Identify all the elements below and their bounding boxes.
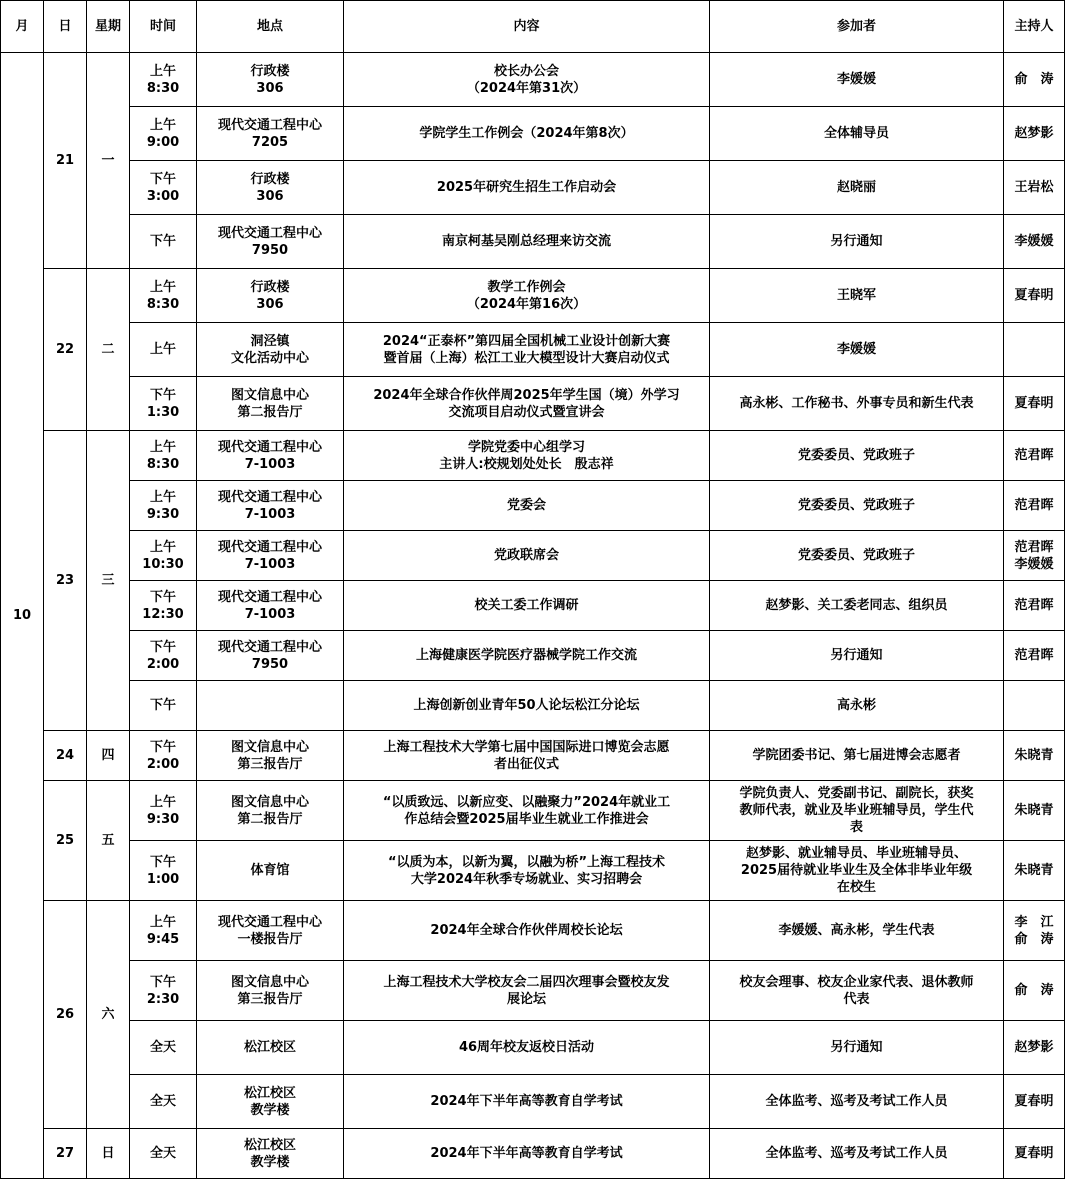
participants-cell: 学院负责人、党委副书记、副院长，获奖 教师代表，就业及毕业班辅导员，学生代 表 [710, 781, 1004, 841]
host-cell: 王岩松 [1004, 161, 1065, 215]
time-cell: 下午 2:30 [130, 961, 197, 1021]
content-cell: 校长办公会 （2024年第31次） [344, 53, 710, 107]
day-header: 日 [44, 1, 87, 53]
day-cell: 24 [44, 731, 87, 781]
schedule-row [1, 481, 1065, 531]
day-cell: 22 [44, 269, 87, 431]
schedule-row [1, 215, 1065, 269]
participants-cell: 校友会理事、校友企业家代表、退休教师 代表 [710, 961, 1004, 1021]
time-cell: 下午 1:30 [130, 377, 197, 431]
host-cell: 范君晖 [1004, 631, 1065, 681]
host-cell: 夏春明 [1004, 377, 1065, 431]
location-cell: 现代交通工程中心 7950 [197, 215, 344, 269]
participants-cell: 赵晓丽 [710, 161, 1004, 215]
schedule-row [1, 581, 1065, 631]
content-cell: 学院学生工作例会（2024年第8次） [344, 107, 710, 161]
schedule-row [1, 53, 1065, 107]
participants-cell: 党委委员、党政班子 [710, 431, 1004, 481]
location-cell: 行政楼 306 [197, 53, 344, 107]
participants-cell: 赵梦影、就业辅导员、毕业班辅导员、 2025届待就业毕业生及全体非毕业年级 在校生 [710, 841, 1004, 901]
content-cell: 2025年研究生招生工作启动会 [344, 161, 710, 215]
location-cell: 松江校区 教学楼 [197, 1129, 344, 1179]
time-cell: 全天 [130, 1075, 197, 1129]
weekday-cell: 三 [87, 431, 130, 731]
participants-cell: 全体监考、巡考及考试工作人员 [710, 1129, 1004, 1179]
content-cell: 2024年全球合作伙伴周校长论坛 [344, 901, 710, 961]
participants-cell: 高永彬 [710, 681, 1004, 731]
weekday-cell: 五 [87, 781, 130, 901]
content-cell: 2024“正泰杯”第四届全国机械工业设计创新大赛 暨首届（上海）松江工业大模型设计大赛启动仪式 [344, 323, 710, 377]
location-cell: 图文信息中心 第三报告厅 [197, 731, 344, 781]
participants-cell: 另行通知 [710, 631, 1004, 681]
location-cell: 行政楼 306 [197, 161, 344, 215]
schedule-body [1, 53, 1065, 1179]
content-cell: 46周年校友返校日活动 [344, 1021, 710, 1075]
participants-cell: 李媛媛、高永彬，学生代表 [710, 901, 1004, 961]
time-cell: 上午 9:30 [130, 481, 197, 531]
host-cell: 夏春明 [1004, 1075, 1065, 1129]
schedule-row [1, 901, 1065, 961]
location-header: 地点 [197, 1, 344, 53]
weekday-cell: 二 [87, 269, 130, 431]
location-cell: 行政楼 306 [197, 269, 344, 323]
location-cell: 洞泾镇 文化活动中心 [197, 323, 344, 377]
host-cell: 范君晖 [1004, 481, 1065, 531]
location-cell: 图文信息中心 第二报告厅 [197, 781, 344, 841]
host-cell: 俞 涛 [1004, 961, 1065, 1021]
weekday-cell: 日 [87, 1129, 130, 1179]
schedule-row [1, 107, 1065, 161]
host-header: 主持人 [1004, 1, 1065, 53]
content-cell: 上海健康医学院医疗器械学院工作交流 [344, 631, 710, 681]
time-cell: 全天 [130, 1021, 197, 1075]
content-cell: 教学工作例会 （2024年第16次） [344, 269, 710, 323]
time-cell: 上午 9:00 [130, 107, 197, 161]
time-cell: 上午 9:45 [130, 901, 197, 961]
month-cell: 10 [1, 53, 44, 1179]
content-cell: 2024年全球合作伙伴周2025年学生国（境）外学习 交流项目启动仪式暨宣讲会 [344, 377, 710, 431]
location-cell: 现代交通工程中心 一楼报告厅 [197, 901, 344, 961]
time-cell: 下午 3:00 [130, 161, 197, 215]
content-cell: “以质致远、以新应变、以融聚力”2024年就业工 作总结会暨2025届毕业生就业工作推进会 [344, 781, 710, 841]
participants-cell: 全体监考、巡考及考试工作人员 [710, 1075, 1004, 1129]
content-cell: 上海工程技术大学校友会二届四次理事会暨校友发 展论坛 [344, 961, 710, 1021]
participants-cell: 王晓军 [710, 269, 1004, 323]
content-cell: 党委会 [344, 481, 710, 531]
participants-cell: 高永彬、工作秘书、外事专员和新生代表 [710, 377, 1004, 431]
time-cell: 下午 12:30 [130, 581, 197, 631]
location-cell: 松江校区 教学楼 [197, 1075, 344, 1129]
time-cell: 全天 [130, 1129, 197, 1179]
schedule-row [1, 841, 1065, 901]
time-cell: 下午 2:00 [130, 731, 197, 781]
schedule-row [1, 1075, 1065, 1129]
location-cell: 图文信息中心 第二报告厅 [197, 377, 344, 431]
header-row [1, 1, 1065, 53]
content-header: 内容 [344, 1, 710, 53]
host-cell [1004, 323, 1065, 377]
host-cell: 朱晓青 [1004, 731, 1065, 781]
content-cell: 校关工委工作调研 [344, 581, 710, 631]
schedule-row [1, 961, 1065, 1021]
weekday-cell: 四 [87, 731, 130, 781]
participants-cell: 赵梦影、关工委老同志、组织员 [710, 581, 1004, 631]
host-cell [1004, 681, 1065, 731]
participants-cell: 另行通知 [710, 215, 1004, 269]
time-cell: 下午 [130, 215, 197, 269]
participants-cell: 李媛媛 [710, 323, 1004, 377]
day-cell: 26 [44, 901, 87, 1129]
schedule-row [1, 377, 1065, 431]
content-cell: 上海创新创业青年50人论坛松江分论坛 [344, 681, 710, 731]
day-cell: 25 [44, 781, 87, 901]
day-cell: 21 [44, 53, 87, 269]
participants-header: 参加者 [710, 1, 1004, 53]
location-cell [197, 681, 344, 731]
time-cell: 下午 2:00 [130, 631, 197, 681]
host-cell: 范君晖 李媛媛 [1004, 531, 1065, 581]
location-cell: 现代交通工程中心 7-1003 [197, 481, 344, 531]
day-cell: 23 [44, 431, 87, 731]
location-cell: 体育馆 [197, 841, 344, 901]
location-cell: 现代交通工程中心 7-1003 [197, 431, 344, 481]
participants-cell: 党委委员、党政班子 [710, 481, 1004, 531]
host-cell: 俞 涛 [1004, 53, 1065, 107]
content-cell: 南京柯基吴刚总经理来访交流 [344, 215, 710, 269]
schedule-row [1, 781, 1065, 841]
time-cell: 上午 10:30 [130, 531, 197, 581]
content-cell: 2024年下半年高等教育自学考试 [344, 1075, 710, 1129]
host-cell: 夏春明 [1004, 269, 1065, 323]
time-cell: 上午 8:30 [130, 269, 197, 323]
schedule-row [1, 161, 1065, 215]
participants-cell: 学院团委书记、第七届进博会志愿者 [710, 731, 1004, 781]
day-cell: 27 [44, 1129, 87, 1179]
location-cell: 现代交通工程中心 7-1003 [197, 531, 344, 581]
month-header: 月 [1, 1, 44, 53]
time-cell: 上午 9:30 [130, 781, 197, 841]
weekday-cell: 一 [87, 53, 130, 269]
schedule-row [1, 269, 1065, 323]
time-cell: 下午 1:00 [130, 841, 197, 901]
content-cell: 上海工程技术大学第七届中国国际进口博览会志愿 者出征仪式 [344, 731, 710, 781]
time-cell: 上午 8:30 [130, 53, 197, 107]
host-cell: 李 江 俞 涛 [1004, 901, 1065, 961]
schedule-row [1, 681, 1065, 731]
host-cell: 朱晓青 [1004, 841, 1065, 901]
host-cell: 夏春明 [1004, 1129, 1065, 1179]
time-cell: 上午 [130, 323, 197, 377]
participants-cell: 李媛媛 [710, 53, 1004, 107]
location-cell: 松江校区 [197, 1021, 344, 1075]
schedule-row [1, 731, 1065, 781]
host-cell: 范君晖 [1004, 431, 1065, 481]
location-cell: 现代交通工程中心 7-1003 [197, 581, 344, 631]
schedule-row [1, 531, 1065, 581]
schedule-row [1, 1129, 1065, 1179]
schedule-row [1, 323, 1065, 377]
location-cell: 图文信息中心 第三报告厅 [197, 961, 344, 1021]
host-cell: 朱晓青 [1004, 781, 1065, 841]
participants-cell: 另行通知 [710, 1021, 1004, 1075]
content-cell: 学院党委中心组学习 主讲人:校规划处处长 殷志祥 [344, 431, 710, 481]
time-cell: 下午 [130, 681, 197, 731]
location-cell: 现代交通工程中心 7950 [197, 631, 344, 681]
location-cell: 现代交通工程中心 7205 [197, 107, 344, 161]
content-cell: 2024年下半年高等教育自学考试 [344, 1129, 710, 1179]
host-cell: 赵梦影 [1004, 1021, 1065, 1075]
time-header: 时间 [130, 1, 197, 53]
schedule-row [1, 431, 1065, 481]
participants-cell: 全体辅导员 [710, 107, 1004, 161]
weekday-cell: 六 [87, 901, 130, 1129]
host-cell: 李媛媛 [1004, 215, 1065, 269]
weekday-header: 星期 [87, 1, 130, 53]
time-cell: 上午 8:30 [130, 431, 197, 481]
content-cell: 党政联席会 [344, 531, 710, 581]
participants-cell: 党委委员、党政班子 [710, 531, 1004, 581]
content-cell: “以质为本，以新为翼，以融为桥”上海工程技术 大学2024年秋季专场就业、实习招聘会 [344, 841, 710, 901]
host-cell: 赵梦影 [1004, 107, 1065, 161]
schedule-row [1, 1021, 1065, 1075]
schedule-row [1, 631, 1065, 681]
host-cell: 范君晖 [1004, 581, 1065, 631]
